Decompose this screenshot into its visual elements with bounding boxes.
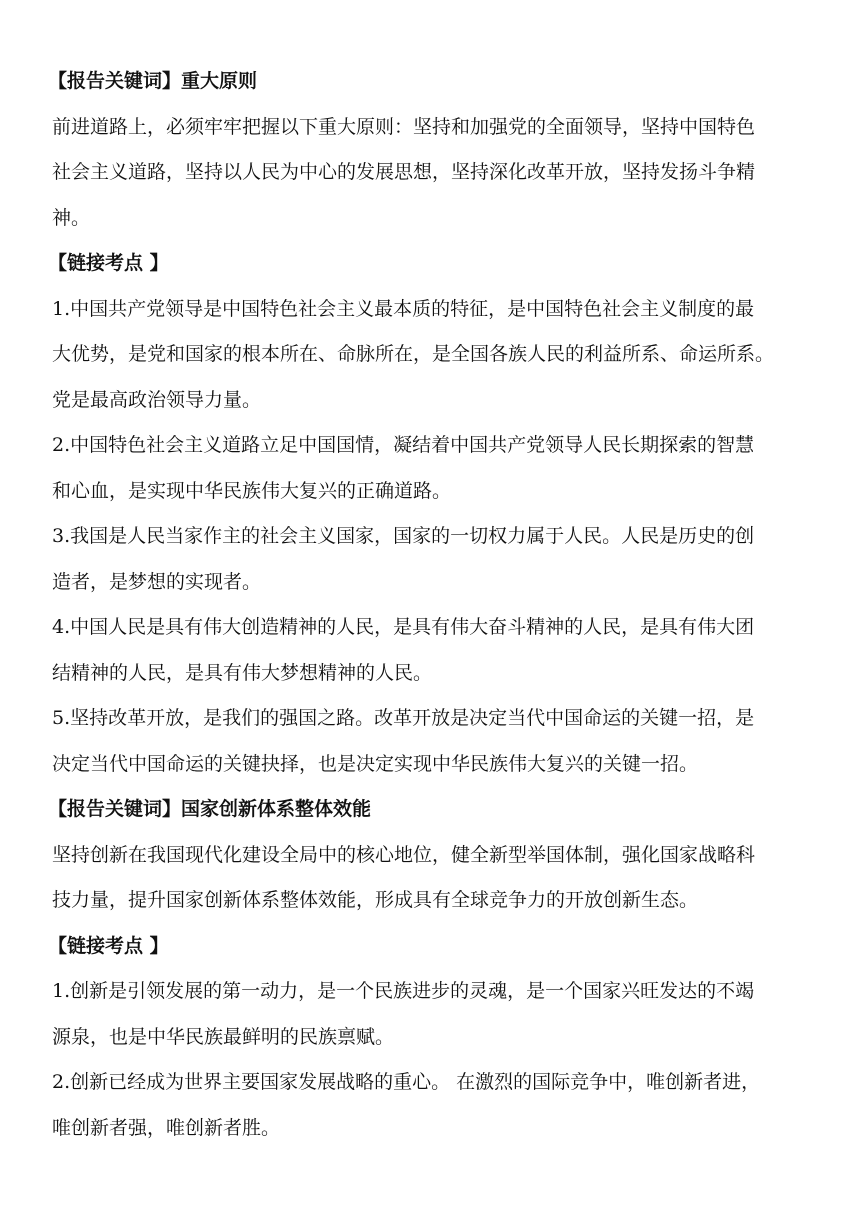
text-line: 2.创新已经成为世界主要国家发展战略的重心。 在激烈的国际竞争中，唯创新者进， [52,1071,761,1093]
exam-point-4 [52,605,812,696]
document-body [48,59,812,1151]
exam-point-1 [52,969,812,1060]
text-line: 造者，是梦想的实现者。 [52,570,262,593]
exam-point-2 [52,423,812,514]
text-line: 党是最高政治领导力量。 [52,388,262,411]
exam-point-5 [52,696,812,787]
text-line: 技力量，提升国家创新体系整体效能，形成具有全球竞争力的开放创新生态。 [52,889,699,911]
exam-points-heading: 【链接考点 】 [48,934,169,957]
text-line: 社会主义道路，坚持以人民为中心的发展思想，坚持深化改革开放，坚持发扬斗争精 [52,161,756,183]
text-line: 源泉，也是中华民族最鲜明的民族禀赋。 [52,1025,395,1048]
text-line: 唯创新者强，唯创新者胜。 [52,1116,281,1139]
text-line: 1.中国共产党领导是中国特色社会主义最本质的特征，是中国特色社会主义制度的最 [52,297,755,320]
text-line: 结精神的人民，是具有伟大梦想精神的人民。 [52,661,433,684]
text-line: 3.我国是人民当家作主的社会主义国家，国家的一切权力属于人民。人民是历史的创 [52,525,755,547]
text-line: 1.创新是引领发展的第一动力，是一个民族进步的灵魂，是一个国家兴旺发达的不竭 [52,980,755,1002]
text-line: 4.中国人民是具有伟大创造精神的人民，是具有伟大奋斗精神的人民，是具有伟大团 [52,616,755,638]
exam-point-2 [52,1060,812,1151]
text-line: 决定当代中国命运的关键抉择，也是决定实现中华民族伟大复兴的关键一招。 [52,752,699,775]
intro-paragraph [52,833,812,924]
exam-points-heading: 【链接考点 】 [48,252,169,274]
section-heading-innovation-system: 【报告关键词】国家创新体系整体效能 [48,798,372,820]
text-line: 前进道路上，必须牢牢把握以下重大原则：坚持和加强党的全面领导，坚持中国特色 [52,115,756,138]
text-line: 坚持创新在我国现代化建设全局中的核心地位，健全新型举国体制，强化国家战略科 [52,843,756,866]
section-heading-major-principles: 【报告关键词】重大原则 [48,70,258,92]
exam-point-3 [52,514,812,605]
text-line: 大优势，是党和国家的根本所在、命脉所在，是全国各族人民的利益所系、命运所系。 [52,343,775,365]
text-line: 5.坚持改革开放，是我们的强国之路。改革开放是决定当代中国命运的关键一招，是 [52,707,755,729]
intro-paragraph [52,105,812,242]
text-line: 神。 [52,206,91,229]
text-line: 和心血，是实现中华民族伟大复兴的正确道路。 [52,479,452,502]
exam-point-1 [52,287,812,424]
text-line: 2.中国特色社会主义道路立足中国国情，凝结着中国共产党领导人民长期探索的智慧 [52,434,755,456]
